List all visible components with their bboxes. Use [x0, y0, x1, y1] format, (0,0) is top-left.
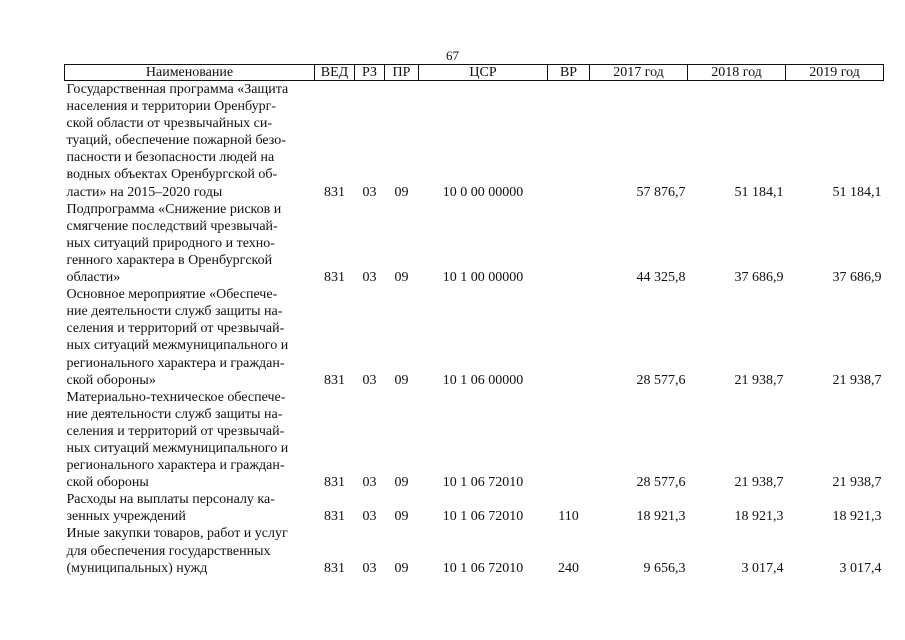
- row-pr: 09: [394, 184, 409, 200]
- header-pr: ПР: [385, 65, 419, 81]
- row-csr: 10 1 00 00000: [442, 270, 524, 286]
- row-ved: 831: [324, 560, 345, 576]
- row-2018: 37 686,9: [734, 270, 784, 286]
- row-rz: 03: [362, 184, 377, 200]
- row-rz: 03: [362, 560, 377, 576]
- row-csr: 10 1 06 72010: [442, 560, 524, 576]
- row-pr: 09: [394, 475, 409, 491]
- header-rz: РЗ: [355, 65, 385, 81]
- row-vr: [548, 81, 590, 201]
- header-vr: ВР: [548, 65, 590, 81]
- row-2017: 28 577,6: [636, 372, 686, 388]
- row-vr: 240: [558, 560, 579, 576]
- row-name: Иные закупки товаров, работ и услуг для обеспечения государственных (муниципальных) нужд: [66, 526, 288, 576]
- table-row: [65, 491, 884, 525]
- table-row: [65, 201, 884, 286]
- row-rz: 03: [362, 475, 377, 491]
- row-name: Подпрограмма «Снижение рисков и смягчение последствий чрезвычай- ных ситуаций природного и техно- генного характера в Оренбургской области»: [66, 201, 282, 286]
- table-body: [65, 81, 884, 577]
- row-2017: 18 921,3: [636, 509, 686, 525]
- row-pr: 09: [394, 509, 409, 525]
- row-name: Материально-техническое обеспече- ние деятельности служб защиты на- селения и территорий от чрезвычай- ных ситуаций межмуниципального и регионального характера и граждан- ской обороны: [66, 389, 289, 491]
- row-2017: 57 876,7: [636, 184, 686, 200]
- row-2017: 44 325,8: [636, 270, 686, 286]
- row-vr: [548, 286, 590, 389]
- row-ved: 831: [324, 475, 345, 491]
- header-2019: 2019 год: [786, 65, 884, 81]
- row-csr: 10 1 06 72010: [442, 509, 524, 525]
- row-2017: 9 656,3: [643, 560, 686, 576]
- row-ved: 831: [324, 184, 345, 200]
- row-csr: 10 1 06 00000: [442, 372, 524, 388]
- header-2018: 2018 год: [688, 65, 786, 81]
- row-ved: 831: [324, 509, 345, 525]
- row-ved: 831: [324, 372, 345, 388]
- row-2018: 21 938,7: [734, 475, 784, 491]
- table-header: [65, 65, 884, 81]
- table-row: [65, 525, 884, 576]
- row-rz: 03: [362, 372, 377, 388]
- row-rz: 03: [362, 270, 377, 286]
- row-2019: 3 017,4: [839, 560, 882, 576]
- table-row: [65, 81, 884, 201]
- table-row: [65, 286, 884, 389]
- row-vr: 110: [558, 509, 579, 525]
- header-2017: 2017 год: [590, 65, 688, 81]
- row-pr: 09: [394, 560, 409, 576]
- row-pr: 09: [394, 372, 409, 388]
- row-csr: 10 1 06 72010: [442, 475, 524, 491]
- header-name: Наименование: [65, 65, 315, 81]
- row-2019: 37 686,9: [832, 270, 882, 286]
- row-name: Государственная программа «Защита населения и территории Оренбург- ской области от чрезвычайных си- туаций, обеспечение пожарной безо- пасности и безопасности людей на водных объектах Оренбургской об- ласти» на 2015–2020 годы: [66, 82, 289, 200]
- row-2018: 18 921,3: [734, 509, 784, 525]
- budget-table: [64, 64, 884, 577]
- header-row: [65, 65, 884, 81]
- row-name: Основное мероприятие «Обеспече- ние деятельности служб защиты на- селения и территорий от чрезвычай- ных ситуаций межмуниципального и регионального характера и граждан- ской обороны»: [66, 287, 289, 388]
- row-2019: 18 921,3: [832, 509, 882, 525]
- row-2019: 21 938,7: [832, 372, 882, 388]
- row-2019: 21 938,7: [832, 475, 882, 491]
- row-name: Расходы на выплаты персоналу ка- зенных учреждений: [66, 492, 275, 525]
- row-2017: 28 577,6: [636, 475, 686, 491]
- row-2018: 51 184,1: [734, 184, 784, 200]
- row-vr: [548, 201, 590, 286]
- row-2018: 3 017,4: [741, 560, 784, 576]
- row-2019: 51 184,1: [832, 184, 882, 200]
- row-csr: 10 0 00 00000: [442, 184, 524, 200]
- row-ved: 831: [324, 270, 345, 286]
- header-csr: ЦСР: [419, 65, 548, 81]
- table-row: [65, 389, 884, 492]
- row-pr: 09: [394, 270, 409, 286]
- row-vr: [548, 389, 590, 492]
- row-2018: 21 938,7: [734, 372, 784, 388]
- page-number: 67: [446, 48, 459, 63]
- row-rz: 03: [362, 509, 377, 525]
- header-ved: ВЕД: [315, 65, 355, 81]
